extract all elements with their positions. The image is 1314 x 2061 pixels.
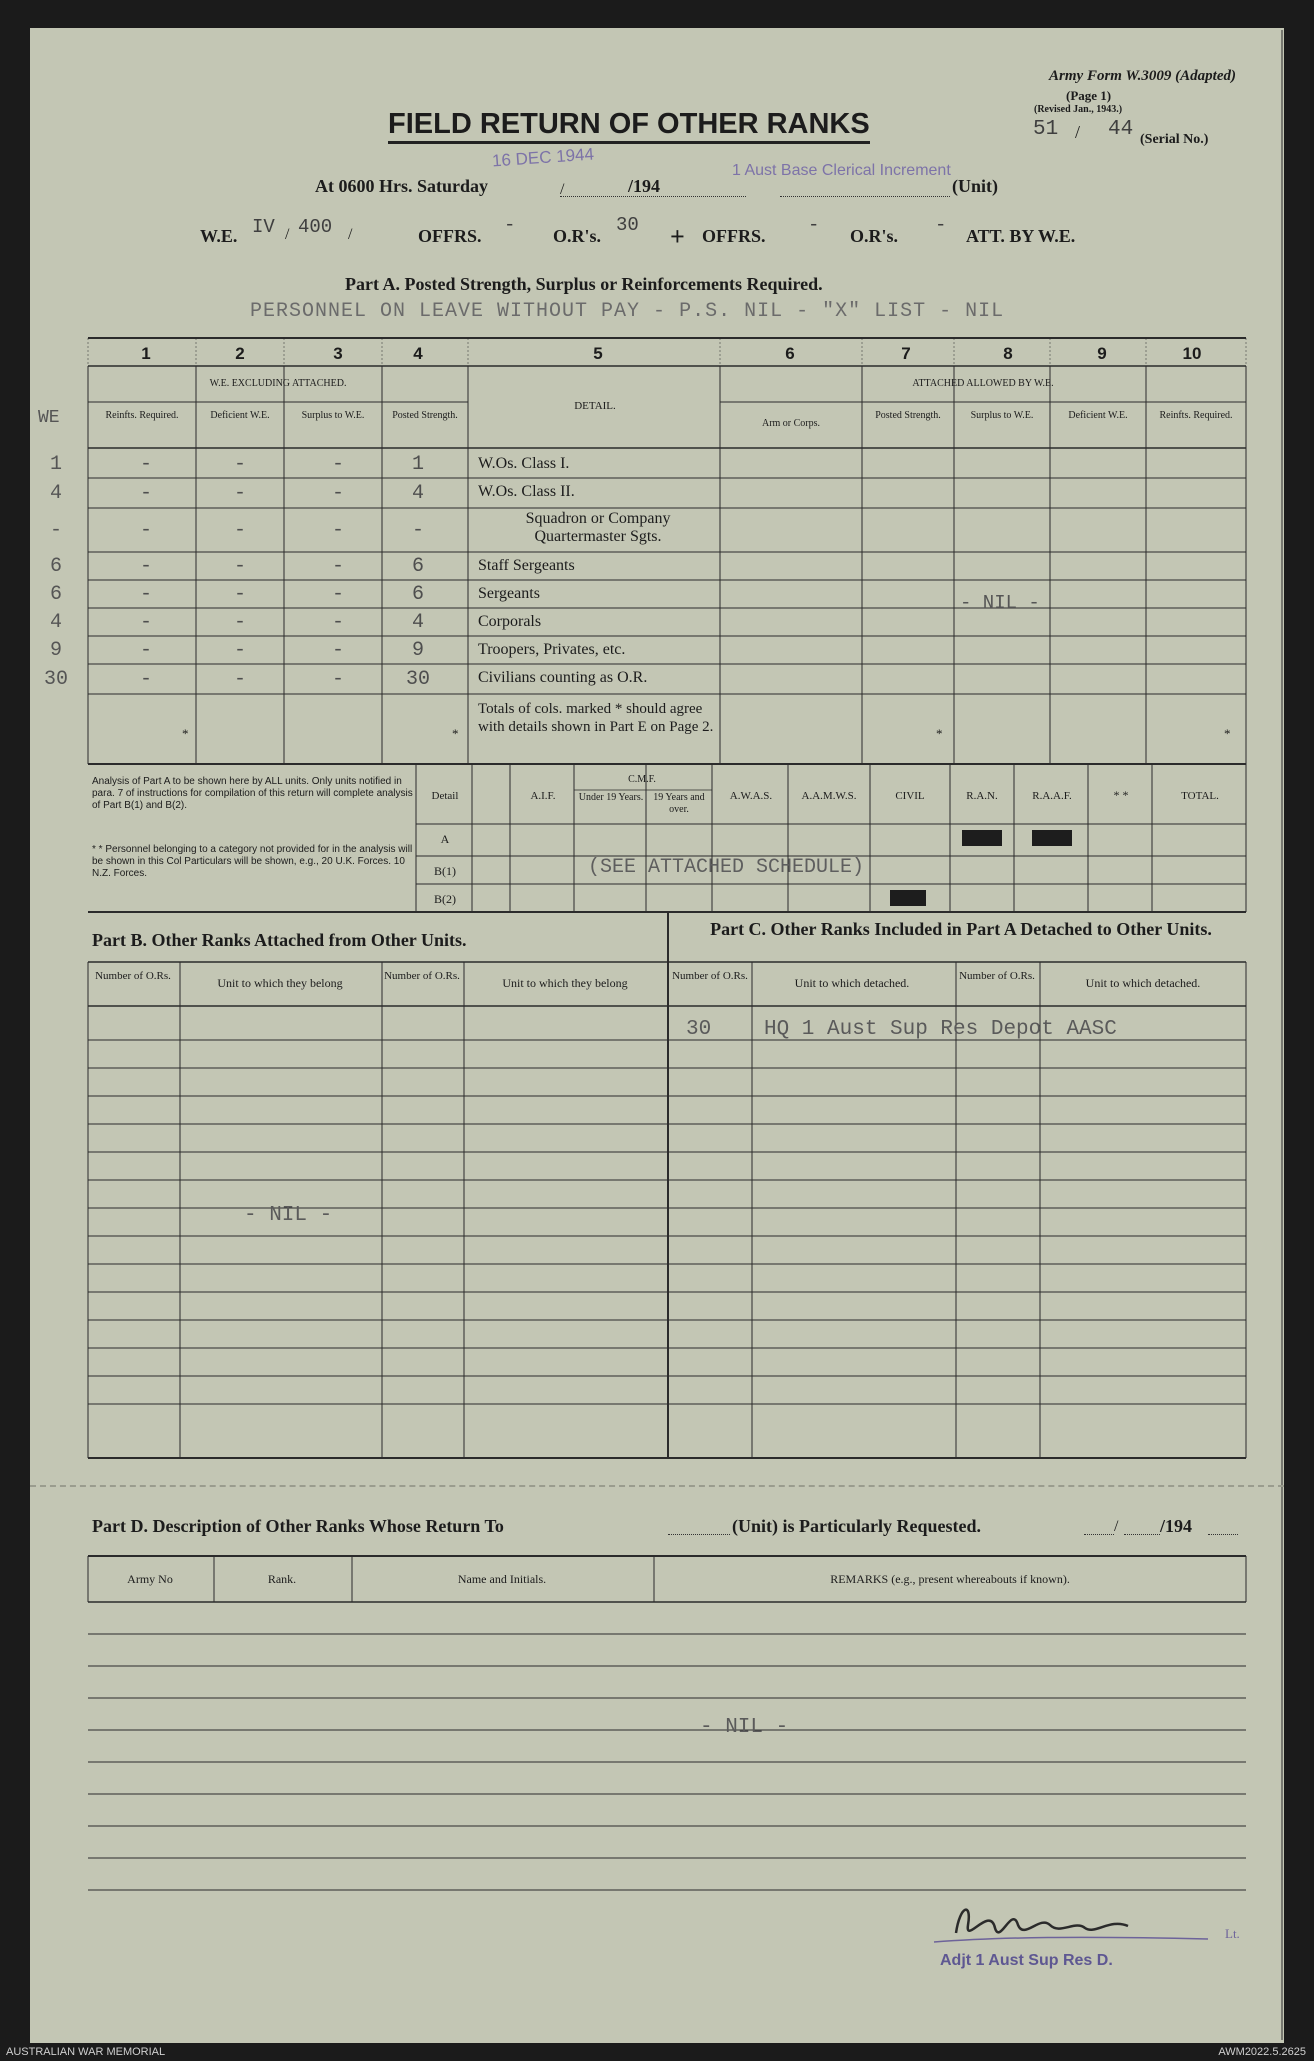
row-r-value: - <box>139 583 152 606</box>
row-we-value: 30 <box>43 668 68 691</box>
we-value: IV <box>252 216 275 238</box>
row-detail: Sergeants <box>478 585 540 602</box>
row-r-value: - <box>139 639 152 662</box>
total-star-marker: * <box>1224 726 1231 741</box>
row-r-value: - <box>139 555 152 578</box>
row-r-value: - <box>139 453 152 476</box>
footer-ref: AWM2022.5.2625 <box>1218 2046 1306 2058</box>
row-detail: Troopers, Privates, etc. <box>478 641 626 658</box>
part-d-rank-header: Rank. <box>267 1572 297 1586</box>
analysis-detail-header: Detail <box>431 790 459 802</box>
analysis-civil-header: CIVIL <box>895 790 925 802</box>
col-number: 10 <box>1182 344 1202 363</box>
row-d-value: - <box>233 668 246 691</box>
analysis-total-header: TOTAL. <box>1181 790 1219 802</box>
left-col-header: Posted Strength. <box>392 410 458 421</box>
row-r-value: - <box>139 519 152 542</box>
att-by-we-label: ATT. BY W.E. <box>966 226 1076 246</box>
right-col-header: Posted Strength. <box>875 410 941 421</box>
row-we-value: - <box>49 519 62 542</box>
part-b-unit-header-1: Unit to which they belong <box>217 976 343 990</box>
analysis-other-header: * * <box>1113 788 1129 802</box>
part-b-num-header-2: Number of O.Rs. <box>384 970 460 982</box>
part-c-num-header-2: Number of O.Rs. <box>959 970 1035 982</box>
row-detail: Corporals <box>478 613 542 630</box>
row-s-value: - <box>331 639 344 662</box>
part-d-name-header: Name and Initials. <box>457 1572 547 1586</box>
plus-sign: + <box>670 222 685 251</box>
offrs2-label: OFFRS. <box>702 226 766 246</box>
row-r-value: - <box>139 482 152 505</box>
part-b-heading: Part B. Other Ranks Attached from Other Units. <box>92 930 467 950</box>
right-col-header: Surplus to W.E. <box>970 410 1034 421</box>
part-c-heading: Part C. Other Ranks Included in Part A Detached to Other Units. <box>710 919 1212 939</box>
left-col-header: Deficient W.E. <box>210 410 270 421</box>
form-id: Army Form W.3009 (Adapted) <box>1049 68 1236 84</box>
analysis-under19-header: Under 19 Years. <box>578 792 644 803</box>
row-s-value: - <box>331 583 344 606</box>
part-c-unit-header-1: Unit to which detached. <box>794 976 910 990</box>
row-detail: Civilians counting as O.R. <box>478 669 648 686</box>
row-p-value: 4 <box>411 611 424 634</box>
serial-number: 51 <box>1033 118 1059 141</box>
serial-denominator: 44 <box>1108 118 1134 141</box>
part-b-nil: - NIL - <box>244 1204 333 1227</box>
form-revised: (Revised Jan., 1943.) <box>1034 104 1123 115</box>
row-detail: W.Os. Class I. <box>478 455 570 472</box>
row-d-value: - <box>233 611 246 634</box>
row-s-value: - <box>331 482 344 505</box>
date-stamp: 16 DEC 1944 <box>491 144 595 171</box>
we-column-label: WE <box>38 408 60 428</box>
signature-rank: Lt. <box>1225 1926 1240 1941</box>
col-number: 8 <box>1003 344 1013 363</box>
group-left-header: W.E. EXCLUDING ATTACHED. <box>209 378 347 389</box>
analysis-note-2: * * Personnel belonging to a category not provided for in the analysis will be shown in this Col Particulars will be shown, e.g., 20 U.K. Forces. 10 N.Z. Forces. <box>92 844 413 879</box>
ors-value: 30 <box>616 214 639 236</box>
serial-label: (Serial No.) <box>1140 132 1209 147</box>
adjutant-stamp: Adjt 1 Aust Sup Res D. <box>940 1952 1113 1969</box>
left-col-header: Surplus to W.E. <box>301 410 365 421</box>
unit-stamp: 1 Aust Base Clerical Increment <box>732 162 951 179</box>
right-col-header: Arm or Corps. <box>761 418 821 429</box>
offrs-value: - <box>504 214 516 236</box>
ors2-value: - <box>935 214 947 236</box>
col-number: 5 <box>593 344 603 363</box>
at-line-prefix: At 0600 Hrs. Saturday <box>315 176 489 196</box>
analysis-note-1: Analysis of Part A to be shown here by ALL units. Only units notified in para. 7 of instructions for compilation of this return will complete analysis of Part B(1) and B(2). <box>92 776 413 811</box>
row-d-value: - <box>233 519 246 542</box>
row-p-value: 6 <box>411 555 424 578</box>
col-number: 6 <box>785 344 795 363</box>
row-we-value: 6 <box>49 555 62 578</box>
row-p-value: 9 <box>411 639 424 662</box>
row-we-value: 4 <box>49 482 62 505</box>
part-d-army-no-header: Army No <box>127 1572 173 1586</box>
row-detail: Squadron or Company Quartermaster Sgts. <box>525 510 671 545</box>
row-d-value: - <box>233 482 246 505</box>
detail-header: DETAIL. <box>574 400 616 412</box>
attached-nil-typed: - NIL - <box>960 592 1040 614</box>
row-d-value: - <box>233 555 246 578</box>
row-s-value: - <box>331 555 344 578</box>
part-b-num-header-1: Number of O.Rs. <box>95 970 171 982</box>
row-detail: Staff Sergeants <box>478 557 575 574</box>
row-r-value: - <box>139 611 152 634</box>
row-s-value: - <box>331 668 344 691</box>
analysis-row-b1: B(1) <box>434 864 456 878</box>
row-r-value: - <box>139 668 152 691</box>
total-star-marker: * <box>452 726 459 741</box>
row-s-value: - <box>331 453 344 476</box>
analysis-typed-schedule: (SEE ATTACHED SCHEDULE) <box>588 856 865 879</box>
we-value-2: 400 <box>298 216 333 238</box>
part-d-heading-end: /194 <box>1160 1516 1193 1536</box>
ors2-label: O.R's. <box>850 226 899 246</box>
part-b-unit-header-2: Unit to which they belong <box>502 976 628 990</box>
part-d-remarks-header: REMARKS (e.g., present whereabouts if known). <box>830 1572 1070 1586</box>
row-we-value: 9 <box>49 639 62 662</box>
part-c-entry-number: 30 <box>686 1018 712 1041</box>
footer-credit: AUSTRALIAN WAR MEMORIAL <box>6 2046 166 2058</box>
right-col-header: Deficient W.E. <box>1068 410 1128 421</box>
analysis-over19-header: 19 Years and over. <box>653 792 705 815</box>
col-number: 1 <box>141 344 151 363</box>
ors-label: O.R's. <box>553 226 602 246</box>
col-number: 7 <box>901 344 911 363</box>
part-c-entry-unit: HQ 1 Aust Sup Res Depot AASC <box>764 1018 1117 1041</box>
total-star-marker: * <box>182 726 189 741</box>
row-p-value: 6 <box>411 583 424 606</box>
part-a-typed-note: PERSONNEL ON LEAVE WITHOUT PAY - P.S. NIL - "X" LIST - NIL <box>250 300 1005 323</box>
offrs2-value: - <box>808 214 820 236</box>
analysis-awas-header: A.W.A.S. <box>729 790 773 802</box>
row-s-value: - <box>331 519 344 542</box>
row-d-value: - <box>233 639 246 662</box>
page-title: FIELD RETURN OF OTHER RANKS <box>388 108 870 144</box>
part-c-num-header-1: Number of O.Rs. <box>672 970 748 982</box>
group-right-header: ATTACHED ALLOWED BY W.E. <box>912 378 1054 389</box>
row-p-value: - <box>411 519 424 542</box>
col-number: 3 <box>333 344 343 363</box>
analysis-raaf-header: R.A.A.F. <box>1032 790 1072 802</box>
part-d-nil: - NIL - <box>700 1716 789 1739</box>
we-label: W.E. <box>200 226 238 246</box>
row-p-value: 1 <box>411 453 424 476</box>
row-we-value: 6 <box>49 583 62 606</box>
row-d-value: - <box>233 583 246 606</box>
analysis-row-a: A <box>440 832 450 846</box>
row-we-value: 4 <box>49 611 62 634</box>
part-c-unit-header-2: Unit to which detached. <box>1085 976 1201 990</box>
form-page: (Page 1) <box>1066 88 1112 103</box>
at-line-year: /194 <box>628 176 661 196</box>
analysis-ran-header: R.A.N. <box>966 790 998 802</box>
totals-detail: Totals of cols. marked * should agree with details shown in Part E on Page 2. <box>478 701 714 735</box>
col-number: 4 <box>413 344 423 363</box>
analysis-aamws-header: A.A.M.W.S. <box>801 790 857 802</box>
left-col-header: Reinfts. Required. <box>105 410 179 421</box>
row-s-value: - <box>331 611 344 634</box>
analysis-cmf-header: C.M.F. <box>628 774 656 785</box>
row-detail: W.Os. Class II. <box>478 483 575 500</box>
col-number: 2 <box>235 344 245 363</box>
offrs-label: OFFRS. <box>418 226 482 246</box>
row-we-value: 1 <box>49 453 62 476</box>
analysis-aif-header: A.I.F. <box>530 790 556 802</box>
analysis-row-b2: B(2) <box>434 892 456 906</box>
part-d-heading: Part D. Description of Other Ranks Whose Return To <box>92 1516 504 1536</box>
part-d-heading-mid: (Unit) is Particularly Requested. <box>732 1516 981 1536</box>
part-a-heading: Part A. Posted Strength, Surplus or Reinforcements Required. <box>345 274 823 294</box>
row-p-value: 4 <box>411 482 424 505</box>
row-d-value: - <box>233 453 246 476</box>
right-col-header: Reinfts. Required. <box>1159 410 1233 421</box>
unit-label: (Unit) <box>952 176 998 196</box>
row-p-value: 30 <box>405 668 430 691</box>
total-star-marker: * <box>936 726 943 741</box>
col-number: 9 <box>1097 344 1107 363</box>
